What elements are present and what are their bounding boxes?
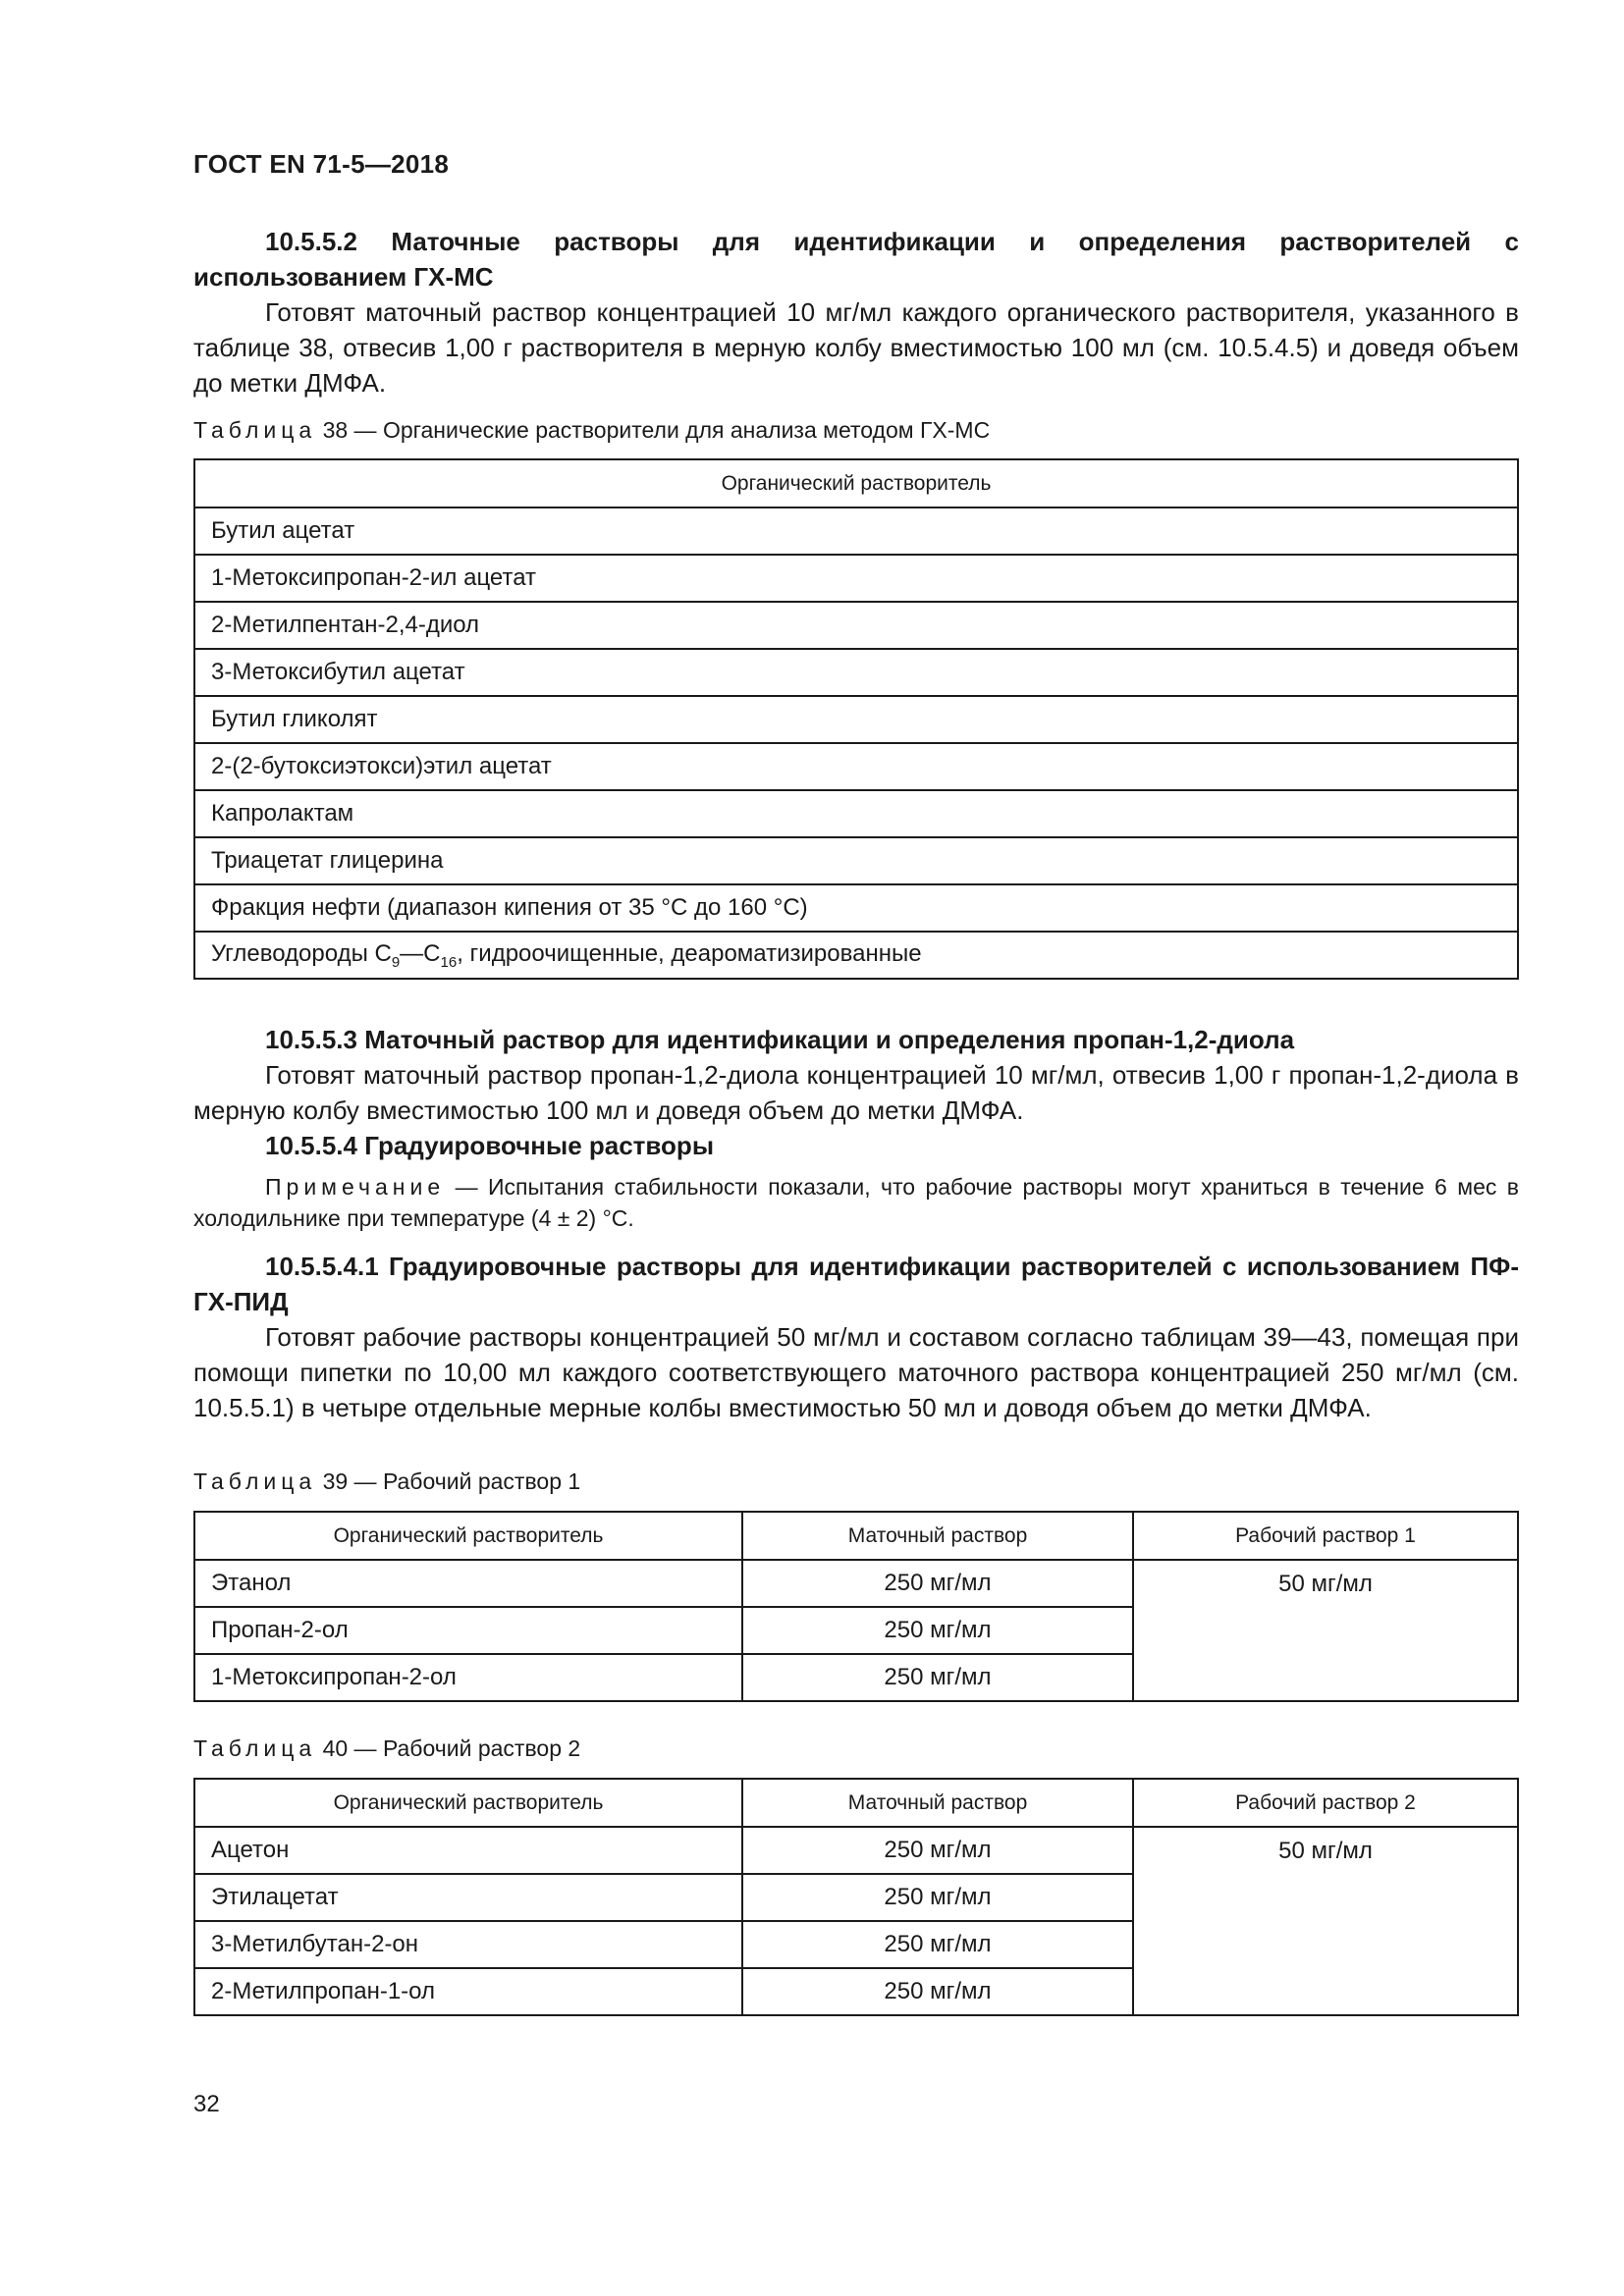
table-header-cell: Рабочий раствор 1: [1133, 1512, 1518, 1560]
table-cell-stock: 250 мг/мл: [742, 1874, 1133, 1921]
table-caption-text: 39 — Рабочий раствор 1: [322, 1468, 581, 1494]
table-label: Таблица: [193, 1735, 317, 1761]
table-row: [194, 696, 1518, 743]
table-cell-solvent: 1-Метоксипропан-2-ол: [194, 1654, 742, 1701]
table-cell-solvent: 3-Метилбутан-2-он: [194, 1921, 742, 1968]
table-header-cell: Органический растворитель: [194, 1512, 742, 1560]
cell-text-part: , гидроочищенные, деароматизированные: [457, 939, 922, 967]
section-heading: 10.5.5.2 Маточные растворы для идентификации и определения растворителей с использованием ГХ-МС: [193, 227, 1519, 292]
table-cell-stock: 250 мг/мл: [742, 1921, 1133, 1968]
table-39-caption: [193, 1468, 1519, 1495]
table-40: [193, 1778, 1519, 2016]
table-header-cell: Органический растворитель: [194, 1779, 742, 1827]
table-header-row: [194, 1779, 1518, 1827]
table-row: [194, 1560, 1518, 1607]
table-cell: Бутил ацетат: [194, 507, 1518, 555]
table-caption-text: 40 — Рабочий раствор 2: [322, 1735, 581, 1761]
table-cell-working: 50 мг/мл: [1133, 1560, 1518, 1701]
table-39: [193, 1511, 1519, 1702]
table-header-cell: Маточный раствор: [742, 1779, 1133, 1827]
table-header-row: [194, 459, 1518, 507]
table-cell-stock: 250 мг/мл: [742, 1607, 1133, 1654]
section-heading: 10.5.5.4.1 Градуировочные растворы для идентификации растворителей с использованием ПФ-ГХ-ПИД: [193, 1252, 1519, 1316]
table-row: [194, 884, 1518, 932]
section-body: Готовят маточный раствор пропан-1,2-диола концентрацией 10 мг/мл, отвесив 1,00 г пропан-1,2-диола в мерную колбу вместимостью 100 мл и доведя объем до метки ДМФА.: [193, 1060, 1519, 1125]
table-cell-solvent: Этанол: [194, 1560, 742, 1607]
table-header-cell: Маточный раствор: [742, 1512, 1133, 1560]
table-header-row: [194, 1512, 1518, 1560]
section-heading: 10.5.5.3 Маточный раствор для идентификации и определения пропан-1,2-диола: [265, 1025, 1295, 1054]
table-header-cell: Рабочий раствор 2: [1133, 1779, 1518, 1827]
page-number: 32: [193, 2091, 220, 2117]
table-cell-solvent: 2-Метилпропан-1-ол: [194, 1968, 742, 2015]
table-cell: 2-(2-бутоксиэтокси)этил ацетат: [194, 743, 1518, 790]
table-label: Таблица: [193, 417, 317, 443]
table-cell: 1-Метоксипропан-2-ил ацетат: [194, 555, 1518, 602]
table-cell-solvent: Пропан-2-ол: [194, 1607, 742, 1654]
table-cell: Капролактам: [194, 790, 1518, 837]
section-body: Готовят маточный раствор концентрацией 10 мг/мл каждого органического растворителя, указанного в таблице 38, отвесив 1,00 г растворителя в мерную колбу вместимостью 100 мл (см. 10.5.4.5) и доведя объем до метки ДМФА.: [193, 297, 1519, 398]
table-caption-text: 38 — Органические растворители для анализа методом ГХ-МС: [322, 417, 991, 443]
table-cell: 2-Метилпентан-2,4-диол: [194, 602, 1518, 649]
table-row: [194, 837, 1518, 884]
table-row: [194, 932, 1518, 979]
table-38: [193, 458, 1519, 980]
table-cell-solvent: Ацетон: [194, 1827, 742, 1874]
section-10-5-5-4-1: [193, 1249, 1519, 1425]
table-cell: Фракция нефти (диапазон кипения от 35 °С до 160 °С): [194, 884, 1518, 932]
table-row: [194, 1827, 1518, 1874]
table-row: [194, 602, 1518, 649]
section-body: Готовят рабочие растворы концентрацией 50 мг/мл и составом согласно таблицам 39—43, помещая при помощи пипетки по 10,00 мл каждого соответствующего маточного раствора концентрацией 250 мг/мл (см. 10.5.5.1) в четыре отдельные мерные колбы вместимостью 50 мл и доводя объем до метки ДМФА.: [193, 1322, 1519, 1422]
table-cell: 3-Метоксибутил ацетат: [194, 649, 1518, 696]
section-10-5-5-2: [193, 224, 1519, 400]
subscript: 9: [391, 953, 401, 971]
table-cell-solvent: Этилацетат: [194, 1874, 742, 1921]
table-cell: Триацетат глицерина: [194, 837, 1518, 884]
table-38-caption: [193, 417, 1519, 444]
table-row: [194, 649, 1518, 696]
section-10-5-5-3: [193, 1022, 1519, 1163]
table-label: Таблица: [193, 1468, 317, 1494]
table-40-caption: [193, 1735, 1519, 1762]
table-row: [194, 507, 1518, 555]
subscript: 16: [440, 953, 458, 971]
note-label: Примечание: [265, 1174, 446, 1200]
table-cell-stock: 250 мг/мл: [742, 1827, 1133, 1874]
table-cell-hydrocarbons: [194, 932, 1518, 979]
table-cell-stock: 250 мг/мл: [742, 1654, 1133, 1701]
cell-text-part: Углеводороды С: [211, 939, 392, 967]
table-cell-working: 50 мг/мл: [1133, 1827, 1518, 2015]
note: [193, 1171, 1519, 1234]
table-header-cell: Органический растворитель: [194, 459, 1518, 507]
cell-text-part: —С: [400, 939, 441, 967]
document-standard-header: ГОСТ EN 71-5—2018: [193, 149, 450, 179]
table-cell-stock: 250 мг/мл: [742, 1560, 1133, 1607]
table-row: [194, 743, 1518, 790]
section-heading-10-5-5-4: 10.5.5.4 Градуировочные растворы: [265, 1131, 715, 1160]
table-cell-stock: 250 мг/мл: [742, 1968, 1133, 2015]
table-row: [194, 555, 1518, 602]
table-row: [194, 790, 1518, 837]
table-cell: Бутил гликолят: [194, 696, 1518, 743]
note-text: — Испытания стабильности показали, что рабочие растворы могут храниться в течение 6 мес в холодильнике при температуре (4 ± 2) °С.: [193, 1174, 1519, 1231]
